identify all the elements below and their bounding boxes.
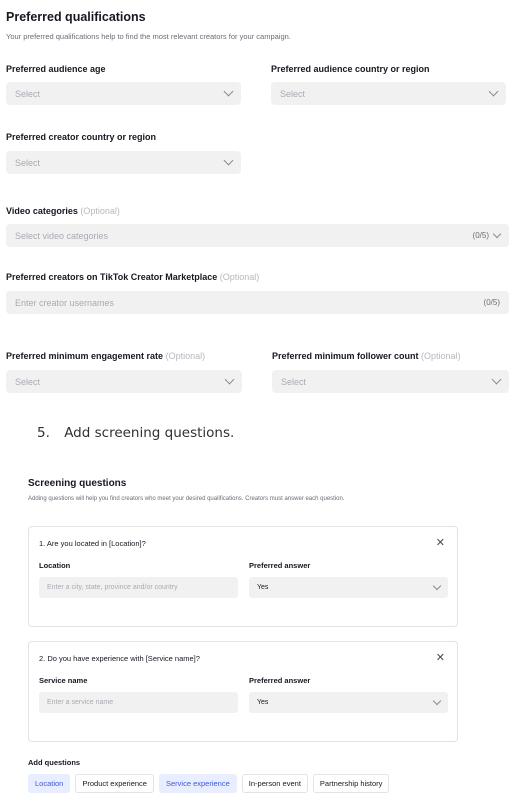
follower-count-placeholder: Select	[281, 376, 307, 387]
video-categories-counter: (0/5)	[472, 231, 489, 240]
audience-age-select[interactable]	[6, 82, 241, 105]
creators-marketplace-label-text: Preferred creators on TikTok Creator Marketplace	[6, 272, 218, 282]
chevron-down-icon	[433, 582, 441, 590]
video-categories-select[interactable]	[6, 224, 509, 247]
optional-tag: (Optional)	[421, 351, 461, 361]
step-number: 5.	[37, 425, 50, 441]
optional-tag: (Optional)	[165, 351, 206, 361]
engagement-rate-label	[6, 351, 205, 361]
question-title: 2. Do you have experience with [Service name]?	[39, 654, 200, 663]
question-field-label: Location	[39, 561, 71, 570]
add-questions-label: Add questions	[28, 758, 81, 767]
step-instruction	[37, 425, 234, 441]
video-categories-counter-wrap	[473, 231, 500, 240]
chip-product-experience[interactable]: Product experience	[75, 774, 154, 793]
creators-marketplace-label	[6, 272, 259, 282]
chevron-down-icon	[493, 230, 501, 238]
service-name-input[interactable]	[39, 692, 238, 713]
follower-count-label-text: Preferred minimum follower count	[272, 351, 419, 361]
service-name-placeholder: Enter a service name	[47, 699, 114, 706]
step-text: Add screening questions.	[64, 425, 235, 441]
chip-location[interactable]: Location	[28, 774, 70, 793]
optional-tag: (Optional)	[80, 206, 120, 216]
audience-age-label: Preferred audience age	[6, 64, 106, 74]
chevron-down-icon	[433, 697, 441, 705]
question-field-label: Service name	[39, 676, 88, 685]
preferred-answer-label: Preferred answer	[249, 676, 311, 685]
video-categories-placeholder: Select video categories	[15, 230, 109, 241]
creator-country-label: Preferred creator country or region	[6, 132, 157, 142]
section-subtitle: Your preferred qualifications help to find the most relevant creators for your campaign.	[6, 32, 291, 41]
preferred-answer-label: Preferred answer	[249, 561, 311, 570]
screening-title: Screening questions	[28, 478, 127, 489]
audience-age-placeholder: Select	[15, 88, 41, 99]
audience-country-label: Preferred audience country or region	[271, 64, 430, 74]
question-title: 1. Are you located in [Location]?	[39, 539, 146, 548]
follower-count-select[interactable]	[272, 370, 509, 393]
audience-country-select[interactable]	[271, 82, 506, 105]
creator-country-select[interactable]	[6, 151, 241, 174]
chevron-down-icon	[225, 375, 235, 385]
preferred-answer-value: Yes	[257, 584, 269, 591]
engagement-rate-select[interactable]	[6, 370, 242, 393]
location-input[interactable]	[39, 577, 238, 598]
question-card	[28, 641, 458, 742]
chip-in-person-event[interactable]: In-person event	[242, 774, 308, 793]
engagement-rate-label-text: Preferred minimum engagement rate	[6, 351, 164, 361]
section-title: Preferred qualifications	[6, 10, 146, 24]
video-categories-label-text: Video categories	[6, 206, 78, 216]
creator-usernames-placeholder: Enter creator usernames	[15, 297, 115, 308]
creator-usernames-counter: (0/5)	[483, 298, 500, 307]
preferred-answer-select[interactable]	[249, 692, 448, 713]
question-card	[28, 526, 458, 627]
creator-usernames-input[interactable]	[6, 291, 509, 314]
creator-country-placeholder: Select	[15, 157, 41, 168]
chip-service-experience[interactable]: Service experience	[159, 774, 237, 793]
chevron-down-icon	[224, 156, 234, 166]
engagement-rate-placeholder: Select	[15, 376, 41, 387]
close-icon[interactable]: ✕	[435, 537, 445, 549]
optional-tag: (Optional)	[219, 272, 260, 282]
chevron-down-icon	[224, 87, 234, 97]
audience-country-placeholder: Select	[280, 88, 306, 99]
follower-count-label	[272, 351, 461, 361]
preferred-answer-value: Yes	[257, 699, 269, 706]
chevron-down-icon	[489, 87, 499, 97]
screening-subtitle: Adding questions will help you find creators who meet your desired qualifications. Creators must answer each question.	[28, 496, 345, 502]
video-categories-label	[6, 206, 120, 216]
preferred-answer-select[interactable]	[249, 577, 448, 598]
chevron-down-icon	[492, 375, 502, 385]
chip-partnership-history[interactable]: Partnership history	[313, 774, 390, 793]
question-chips	[28, 774, 389, 793]
close-icon[interactable]: ✕	[435, 652, 445, 664]
location-placeholder: Enter a city, state, province and/or country	[47, 584, 178, 591]
